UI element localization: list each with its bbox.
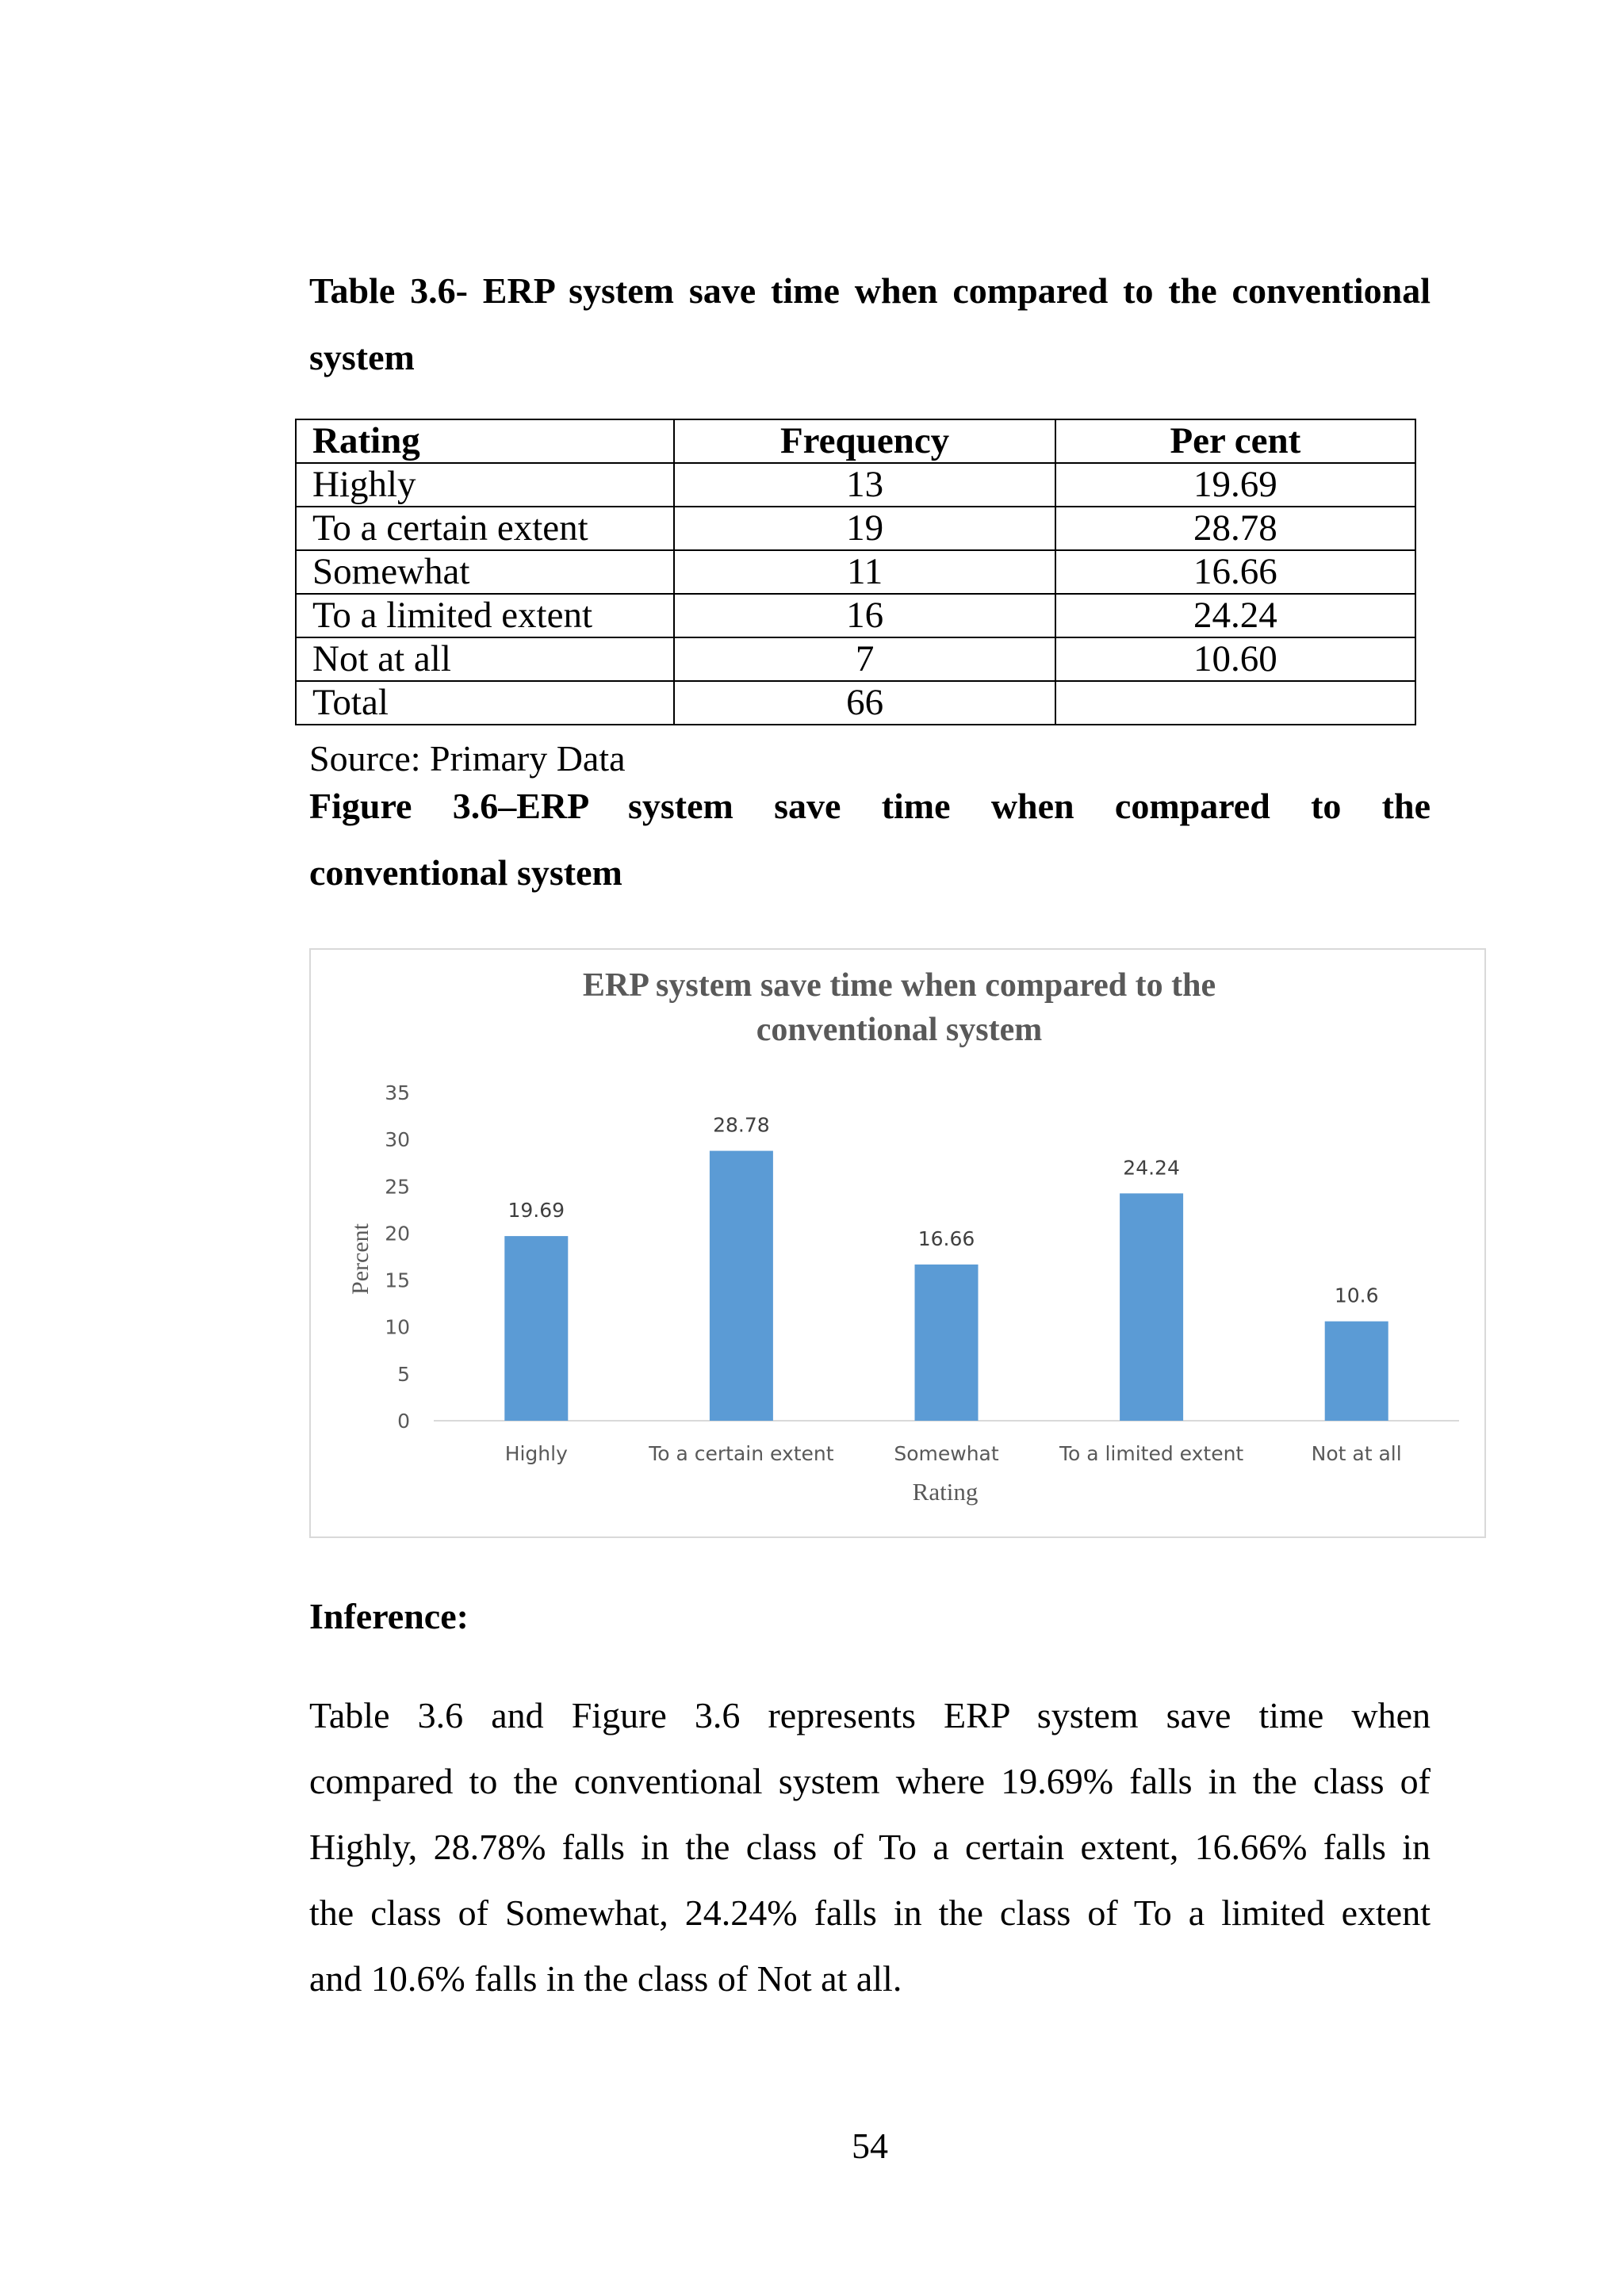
cell-rating: Highly — [296, 463, 674, 507]
y-tick-label: 25 — [385, 1175, 410, 1199]
cell-frequency: 19 — [674, 507, 1055, 550]
y-tick-label: 10 — [385, 1315, 410, 1339]
figure-caption-line2: conventional system — [309, 852, 622, 893]
x-axis-label: Rating — [912, 1478, 979, 1506]
cell-per-cent: 16.66 — [1055, 550, 1415, 594]
bar — [504, 1236, 568, 1421]
cell-per-cent: 28.78 — [1055, 507, 1415, 550]
cell-frequency: 13 — [674, 463, 1055, 507]
bar — [710, 1151, 773, 1421]
cell-rating: Not at all — [296, 637, 674, 681]
chart-title-line1: ERP system save time when compared to the — [582, 967, 1216, 1004]
bar — [1325, 1322, 1388, 1421]
cell-frequency: 7 — [674, 637, 1055, 681]
inference-paragraph — [309, 1682, 1431, 2011]
cell-per-cent — [1055, 681, 1415, 725]
figure-caption-line1: Figure 3.6–ERP system save time when compared to the — [309, 786, 1431, 826]
y-tick-label: 20 — [385, 1222, 410, 1246]
table-row — [296, 637, 1415, 681]
inference-line: compared to the conventional system where 19.69% falls in the class of — [309, 1761, 1431, 1801]
cell-per-cent: 10.60 — [1055, 637, 1415, 681]
cell-frequency: 11 — [674, 550, 1055, 594]
y-tick-label: 30 — [385, 1128, 410, 1152]
header-frequency: Frequency — [674, 419, 1055, 463]
table-row — [296, 594, 1415, 637]
y-tick-label: 0 — [397, 1410, 410, 1433]
y-tick-label: 15 — [385, 1269, 410, 1292]
y-tick-label: 5 — [397, 1362, 410, 1386]
cell-per-cent: 24.24 — [1055, 594, 1415, 637]
y-tick-label: 35 — [385, 1081, 410, 1104]
page-number: 54 — [852, 2126, 888, 2166]
data-table — [295, 419, 1416, 725]
table-row — [296, 507, 1415, 550]
header-per-cent: Per cent — [1055, 419, 1415, 463]
x-tick-label: Somewhat — [894, 1442, 999, 1465]
table-caption-line1: Table 3.6- ERP system save time when compared to the conventional — [309, 270, 1431, 311]
chart-title-line2: conventional system — [756, 1012, 1043, 1048]
data-label: 28.78 — [713, 1113, 770, 1137]
x-tick-label: Highly — [504, 1442, 568, 1465]
inference-line: Table 3.6 and Figure 3.6 represents ERP system save time when — [309, 1695, 1431, 1735]
data-label: 16.66 — [917, 1226, 975, 1250]
inference-heading: Inference: — [309, 1596, 469, 1636]
data-label: 10.6 — [1334, 1284, 1379, 1307]
x-tick-label: Not at all — [1311, 1442, 1402, 1465]
table-row-total — [296, 681, 1415, 725]
data-label: 19.69 — [508, 1199, 565, 1223]
bar — [915, 1265, 979, 1421]
cell-frequency: 16 — [674, 594, 1055, 637]
cell-rating: To a certain extent — [296, 507, 674, 550]
table-source: Source: Primary Data — [309, 738, 626, 779]
table-header-row — [296, 419, 1415, 463]
cell-frequency: 66 — [674, 681, 1055, 725]
cell-per-cent: 19.69 — [1055, 463, 1415, 507]
y-axis-label: Percent — [347, 1223, 373, 1295]
cell-rating: Somewhat — [296, 550, 674, 594]
cell-rating: To a limited extent — [296, 594, 674, 637]
cell-rating: Total — [296, 681, 674, 725]
x-tick-label: To a certain extent — [649, 1442, 834, 1465]
table-row — [296, 550, 1415, 594]
bar — [1120, 1193, 1183, 1421]
header-rating: Rating — [296, 419, 674, 463]
data-label: 24.24 — [1123, 1156, 1180, 1180]
inference-line: and 10.6% falls in the class of Not at all. — [309, 1958, 902, 1999]
bar-chart — [311, 950, 1484, 1536]
inference-line: Highly, 28.78% falls in the class of To a certain extent, 16.66% falls in — [309, 1827, 1431, 1867]
table-caption-line2: system — [309, 337, 415, 377]
inference-line: the class of Somewhat, 24.24% falls in the class of To a limited extent — [309, 1892, 1431, 1933]
chart-frame — [309, 948, 1486, 1538]
table-row — [296, 463, 1415, 507]
x-tick-label: To a limited extent — [1059, 1442, 1244, 1465]
